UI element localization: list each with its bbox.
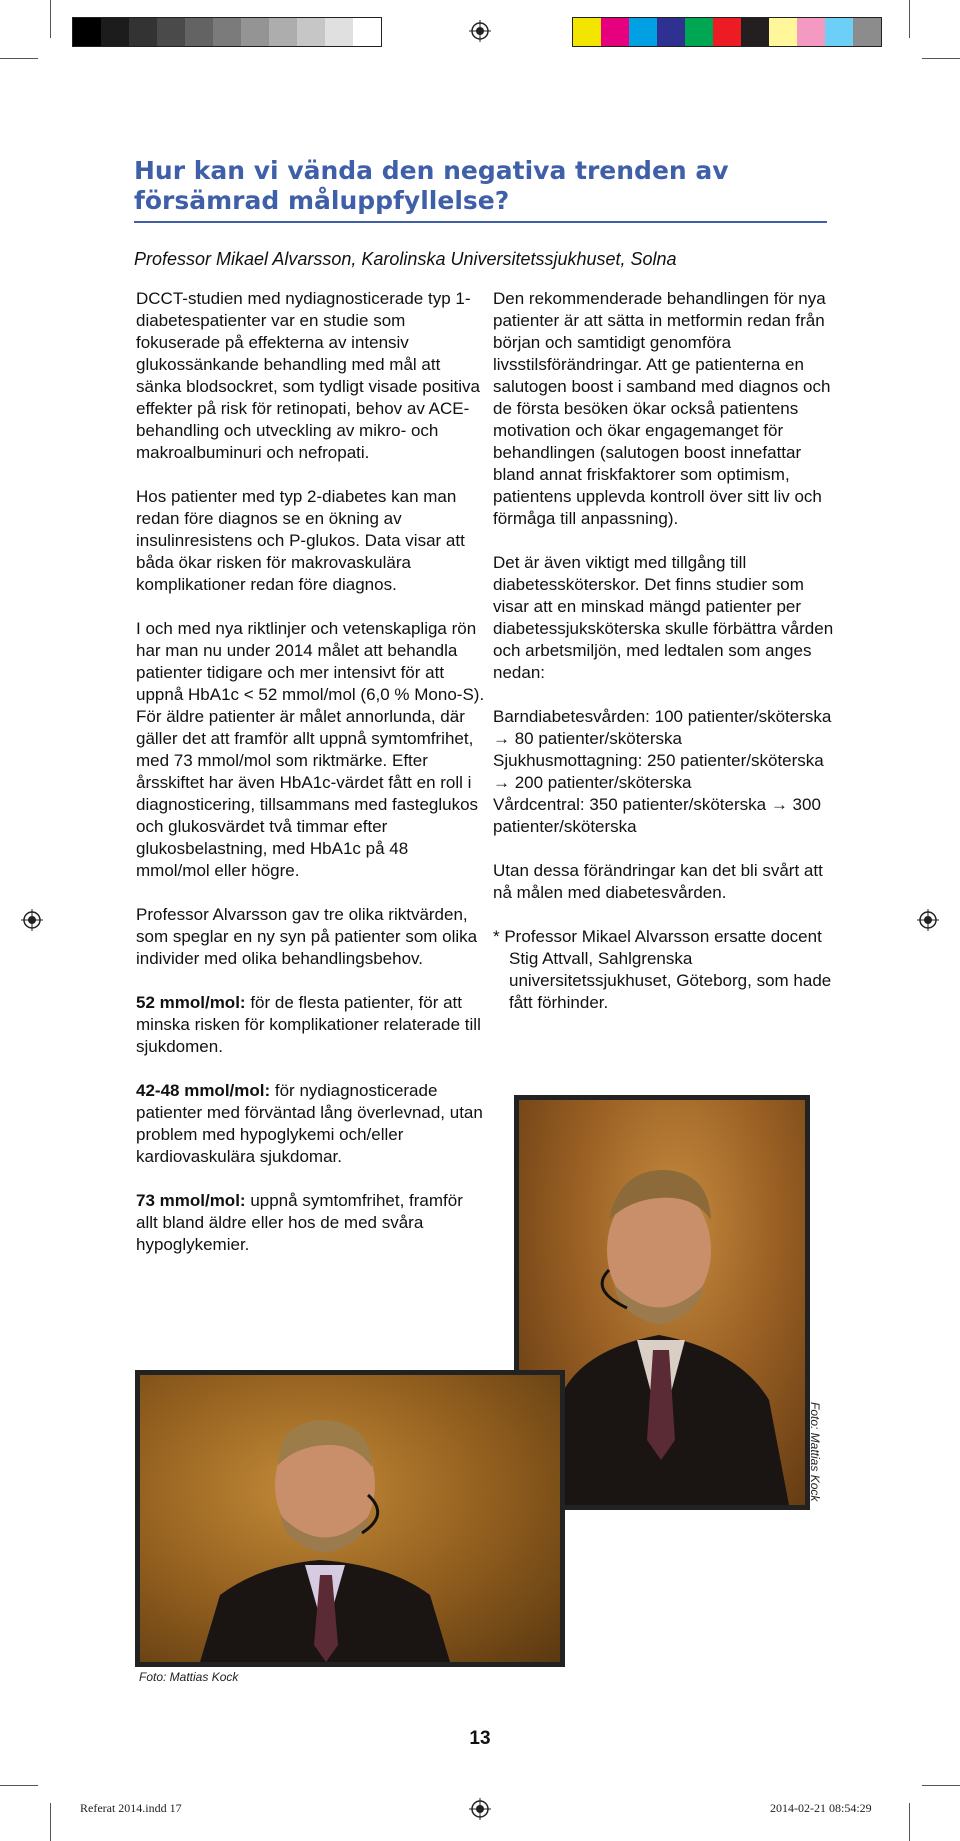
ratio-item: Vårdcentral: 350 patienter/sköterska → 300 patienter/sköterska: [493, 795, 821, 836]
grayscale-calibration-bar: [72, 17, 382, 47]
title-rule: [134, 221, 827, 223]
speaker-illustration: [140, 1375, 560, 1662]
color-swatch: [769, 18, 797, 46]
color-swatch: [129, 18, 157, 46]
paragraph: Utan dessa förändringar kan det bli svårt att nå målen med diabetesvården.: [493, 861, 823, 902]
registration-mark-icon: [917, 909, 939, 931]
ratio-list: [493, 706, 838, 838]
crop-mark: [909, 1803, 910, 1841]
color-swatch: [241, 18, 269, 46]
text-column-right: [493, 288, 838, 1036]
crop-mark: [909, 0, 910, 38]
color-swatch: [101, 18, 129, 46]
target-value-label: 52 mmol/mol:: [136, 993, 246, 1012]
crop-mark: [50, 0, 51, 38]
ratio-item: Barndiabetesvården: 100 patienter/sköterska → 80 patienter/sköterska: [493, 707, 832, 748]
color-swatch: [853, 18, 881, 46]
registration-mark-icon: [469, 1798, 491, 1820]
article-author: Professor Mikael Alvarsson, Karolinska Universitetssjukhuset, Solna: [134, 249, 677, 269]
color-swatch: [741, 18, 769, 46]
page-number: 13: [469, 1728, 491, 1749]
registration-mark-icon: [21, 909, 43, 931]
crop-mark: [0, 58, 38, 59]
color-swatch: [797, 18, 825, 46]
speaker-photo-bottom: [135, 1370, 565, 1667]
color-swatch: [213, 18, 241, 46]
color-swatch: [657, 18, 685, 46]
target-value-text: uppnå symtomfrihet, framför allt bland äldre eller hos de med svåra hypoglykemier.: [136, 1191, 463, 1254]
photo-credit-bottom: Foto: Mattias Kock: [139, 1670, 239, 1684]
target-value-item: [136, 1190, 486, 1256]
color-swatch: [73, 18, 101, 46]
crop-mark: [50, 1803, 51, 1841]
color-swatch: [601, 18, 629, 46]
color-swatch: [325, 18, 353, 46]
paragraph: Den rekommenderade behandlingen för nya patienter är att sätta in metformin redan från början och samtidigt genomföra livsstilsförändringar. Att ge patienterna en salutogen boost i samband med diagnos och de första besöken ökar också patientens motivation och ökar engagemanget för behandlingen (salutogen boost innefattar bland annat friskfaktorer som optimism, patientens upplevda kontroll över sitt liv och förmåga till anpassning).: [493, 289, 831, 528]
article-title: Hur kan vi vända den negativa trenden av försämrad måluppfyllelse?: [134, 156, 729, 215]
color-swatch: [629, 18, 657, 46]
ratio-item: Sjukhusmottagning: 250 patienter/sköterska → 200 patienter/sköterska: [493, 751, 824, 792]
slug-file: Referat 2014.indd 17: [80, 1801, 182, 1815]
color-swatch: [157, 18, 185, 46]
color-swatch: [713, 18, 741, 46]
paragraph: Hos patienter med typ 2-diabetes kan man redan före diagnos se en ökning av insulinresistens och P-glukos. Data visar att båda ökar risken för makrovaskulära komplikationer redan före diagnos.: [136, 487, 465, 594]
target-value-text: för de flesta patienter, för att minska risken för komplikationer relaterade till sjukdomen.: [136, 993, 481, 1056]
photo-credit-side: Foto: Mattias Kock: [808, 1402, 822, 1502]
slug-date: 2014-02-21 08:54:29: [770, 1801, 872, 1815]
color-swatch: [353, 18, 381, 46]
paragraph: I och med nya riktlinjer och vetenskapliga rön har man nu under 2014 målet att behandla patienter tidigare och mer intensivt för att uppnå HbA1c < 52 mmol/mol (6,0 % Mono-S). För äldre patienter är målet annorlunda, där gäller det att framför allt uppnå symtomfrihet, med 73 mmol/mol som riktmärke. Efter årsskiftet har även HbA1c-värdet fått en roll i diagnosticering, tillsammans med fasteglukos och glukosvärdet två timmar efter glukosbelastning, med HbA1c på 48 mmol/mol eller högre.: [136, 619, 485, 880]
crop-mark: [0, 1785, 38, 1786]
color-swatch: [269, 18, 297, 46]
text-column-left: [136, 288, 486, 1278]
registration-mark-icon: [469, 20, 491, 42]
crop-mark: [922, 1785, 960, 1786]
target-value-text: för nydiagnosticerade patienter med förväntad lång överlevnad, utan problem med hypoglykemi och/eller kardiovaskulära sjukdomar.: [136, 1081, 483, 1166]
target-value-label: 42-48 mmol/mol:: [136, 1081, 271, 1100]
color-swatch: [825, 18, 853, 46]
paragraph: DCCT-studien med nydiagnosticerade typ 1-diabetespatienter var en studie som fokuserade på effekterna av intensiv glukossänkande behandling med mål att sänka blodsockret, som tydligt visade positiva effekter på risk för retinopati, behov av ACE-behandling och utveckling av mikro- och makroalbuminuri och nefropati.: [136, 289, 480, 462]
paragraph: Professor Alvarsson gav tre olika riktvärden, som speglar en ny syn på patienter som olika individer med olika behandlingsbehov.: [136, 905, 478, 968]
target-value-item: [136, 1080, 486, 1168]
color-swatch: [185, 18, 213, 46]
color-swatch: [685, 18, 713, 46]
paragraph: Det är även viktigt med tillgång till diabetessköterskor. Det finns studier som visar att en minskad mängd patienter per diabetessjuksköterska skulle förbättra vården och arbetsmiljön, med ledtalen som anges nedan:: [493, 553, 834, 682]
color-swatch: [573, 18, 601, 46]
target-value-item: [136, 992, 486, 1058]
color-swatch: [297, 18, 325, 46]
footnote: * Professor Mikael Alvarsson ersatte docent Stig Attvall, Sahlgrenska universitetssjukhuset, Göteborg, som hade fått förhinder.: [493, 927, 832, 1012]
color-calibration-bar: [572, 17, 882, 47]
crop-mark: [922, 58, 960, 59]
target-value-label: 73 mmol/mol:: [136, 1191, 246, 1210]
